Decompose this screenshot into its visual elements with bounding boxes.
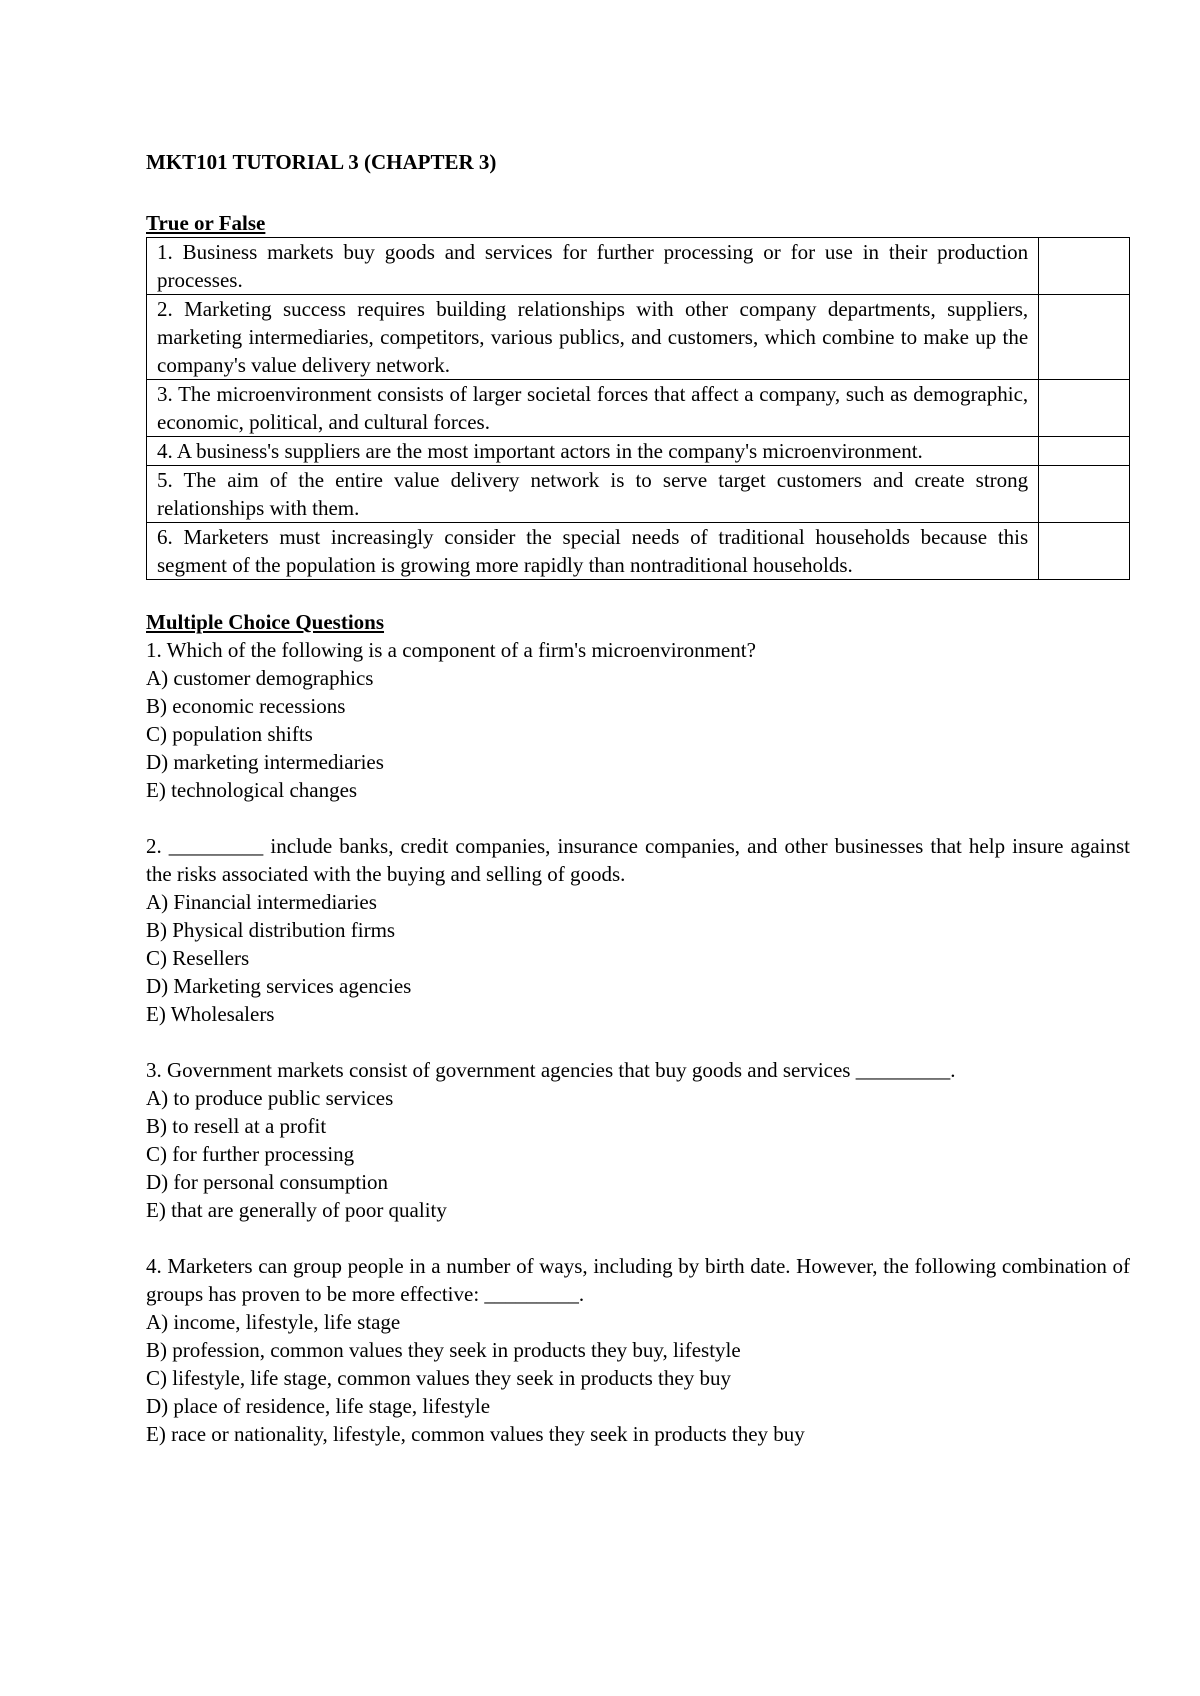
option-a: A) customer demographics xyxy=(146,666,374,690)
answer-cell[interactable] xyxy=(1039,437,1130,466)
option-a: A) income, lifestyle, life stage xyxy=(146,1310,401,1334)
option-e: E) that are generally of poor quality xyxy=(146,1198,447,1222)
table-row xyxy=(147,295,1130,380)
statement-cell: 1. Business markets buy goods and services for further processing or for use in their production processes. xyxy=(147,238,1039,295)
question-text: 1. Which of the following is a component of a firm's microenvironment? xyxy=(146,638,756,662)
true-false-table xyxy=(146,237,1130,580)
table-row xyxy=(147,466,1130,523)
option-e: E) Wholesalers xyxy=(146,1002,275,1026)
option-d: D) Marketing services agencies xyxy=(146,974,412,998)
question-2 xyxy=(146,832,1130,1028)
option-a: A) to produce public services xyxy=(146,1086,394,1110)
true-false-heading: True or False xyxy=(146,211,266,235)
option-c: C) for further processing xyxy=(146,1142,355,1166)
statement-cell: 5. The aim of the entire value delivery network is to serve target customers and create strong relationships with them. xyxy=(147,466,1039,523)
option-d: D) marketing intermediaries xyxy=(146,750,384,774)
question-text: 3. Government markets consist of government agencies that buy goods and services _________. xyxy=(146,1058,956,1082)
statement-cell: 3. The microenvironment consists of larger societal forces that affect a company, such as demographic, economic, political, and cultural forces. xyxy=(147,380,1039,437)
table-row xyxy=(147,380,1130,437)
option-c: C) lifestyle, life stage, common values they seek in products they buy xyxy=(146,1366,731,1390)
question-3 xyxy=(146,1056,1130,1224)
option-c: C) Resellers xyxy=(146,946,250,970)
option-e: E) technological changes xyxy=(146,778,358,802)
answer-cell[interactable] xyxy=(1039,466,1130,523)
answer-cell[interactable] xyxy=(1039,523,1130,580)
answer-cell[interactable] xyxy=(1039,380,1130,437)
option-b: B) profession, common values they seek in products they buy, lifestyle xyxy=(146,1338,741,1362)
option-e: E) race or nationality, lifestyle, common values they seek in products they buy xyxy=(146,1422,805,1446)
statement-cell: 6. Marketers must increasingly consider the special needs of traditional households because this segment of the population is growing more rapidly than nontraditional households. xyxy=(147,523,1039,580)
table-row xyxy=(147,238,1130,295)
question-text: 2. _________ include banks, credit companies, insurance companies, and other businesses that help insure against the risks associated with the buying and selling of goods. xyxy=(146,834,1130,886)
question-text: 4. Marketers can group people in a number of ways, including by birth date. However, the following combination of groups has proven to be more effective: _________. xyxy=(146,1254,1130,1306)
table-row xyxy=(147,437,1130,466)
mcq-heading: Multiple Choice Questions xyxy=(146,610,385,634)
option-d: D) place of residence, life stage, lifestyle xyxy=(146,1394,491,1418)
answer-cell[interactable] xyxy=(1039,295,1130,380)
statement-cell: 4. A business's suppliers are the most important actors in the company's microenvironment. xyxy=(147,437,1039,466)
document-page xyxy=(146,148,1130,1448)
option-b: B) to resell at a profit xyxy=(146,1114,327,1138)
question-4 xyxy=(146,1252,1130,1448)
question-1 xyxy=(146,636,1130,804)
option-a: A) Financial intermediaries xyxy=(146,890,377,914)
option-b: B) economic recessions xyxy=(146,694,346,718)
option-b: B) Physical distribution firms xyxy=(146,918,396,942)
table-row xyxy=(147,523,1130,580)
document-title: MKT101 TUTORIAL 3 (CHAPTER 3) xyxy=(146,150,497,174)
answer-cell[interactable] xyxy=(1039,238,1130,295)
statement-cell: 2. Marketing success requires building relationships with other company departments, suppliers, marketing intermediaries, competitors, various publics, and customers, which combine to make up the company's value delivery network. xyxy=(147,295,1039,380)
option-d: D) for personal consumption xyxy=(146,1170,389,1194)
option-c: C) population shifts xyxy=(146,722,313,746)
